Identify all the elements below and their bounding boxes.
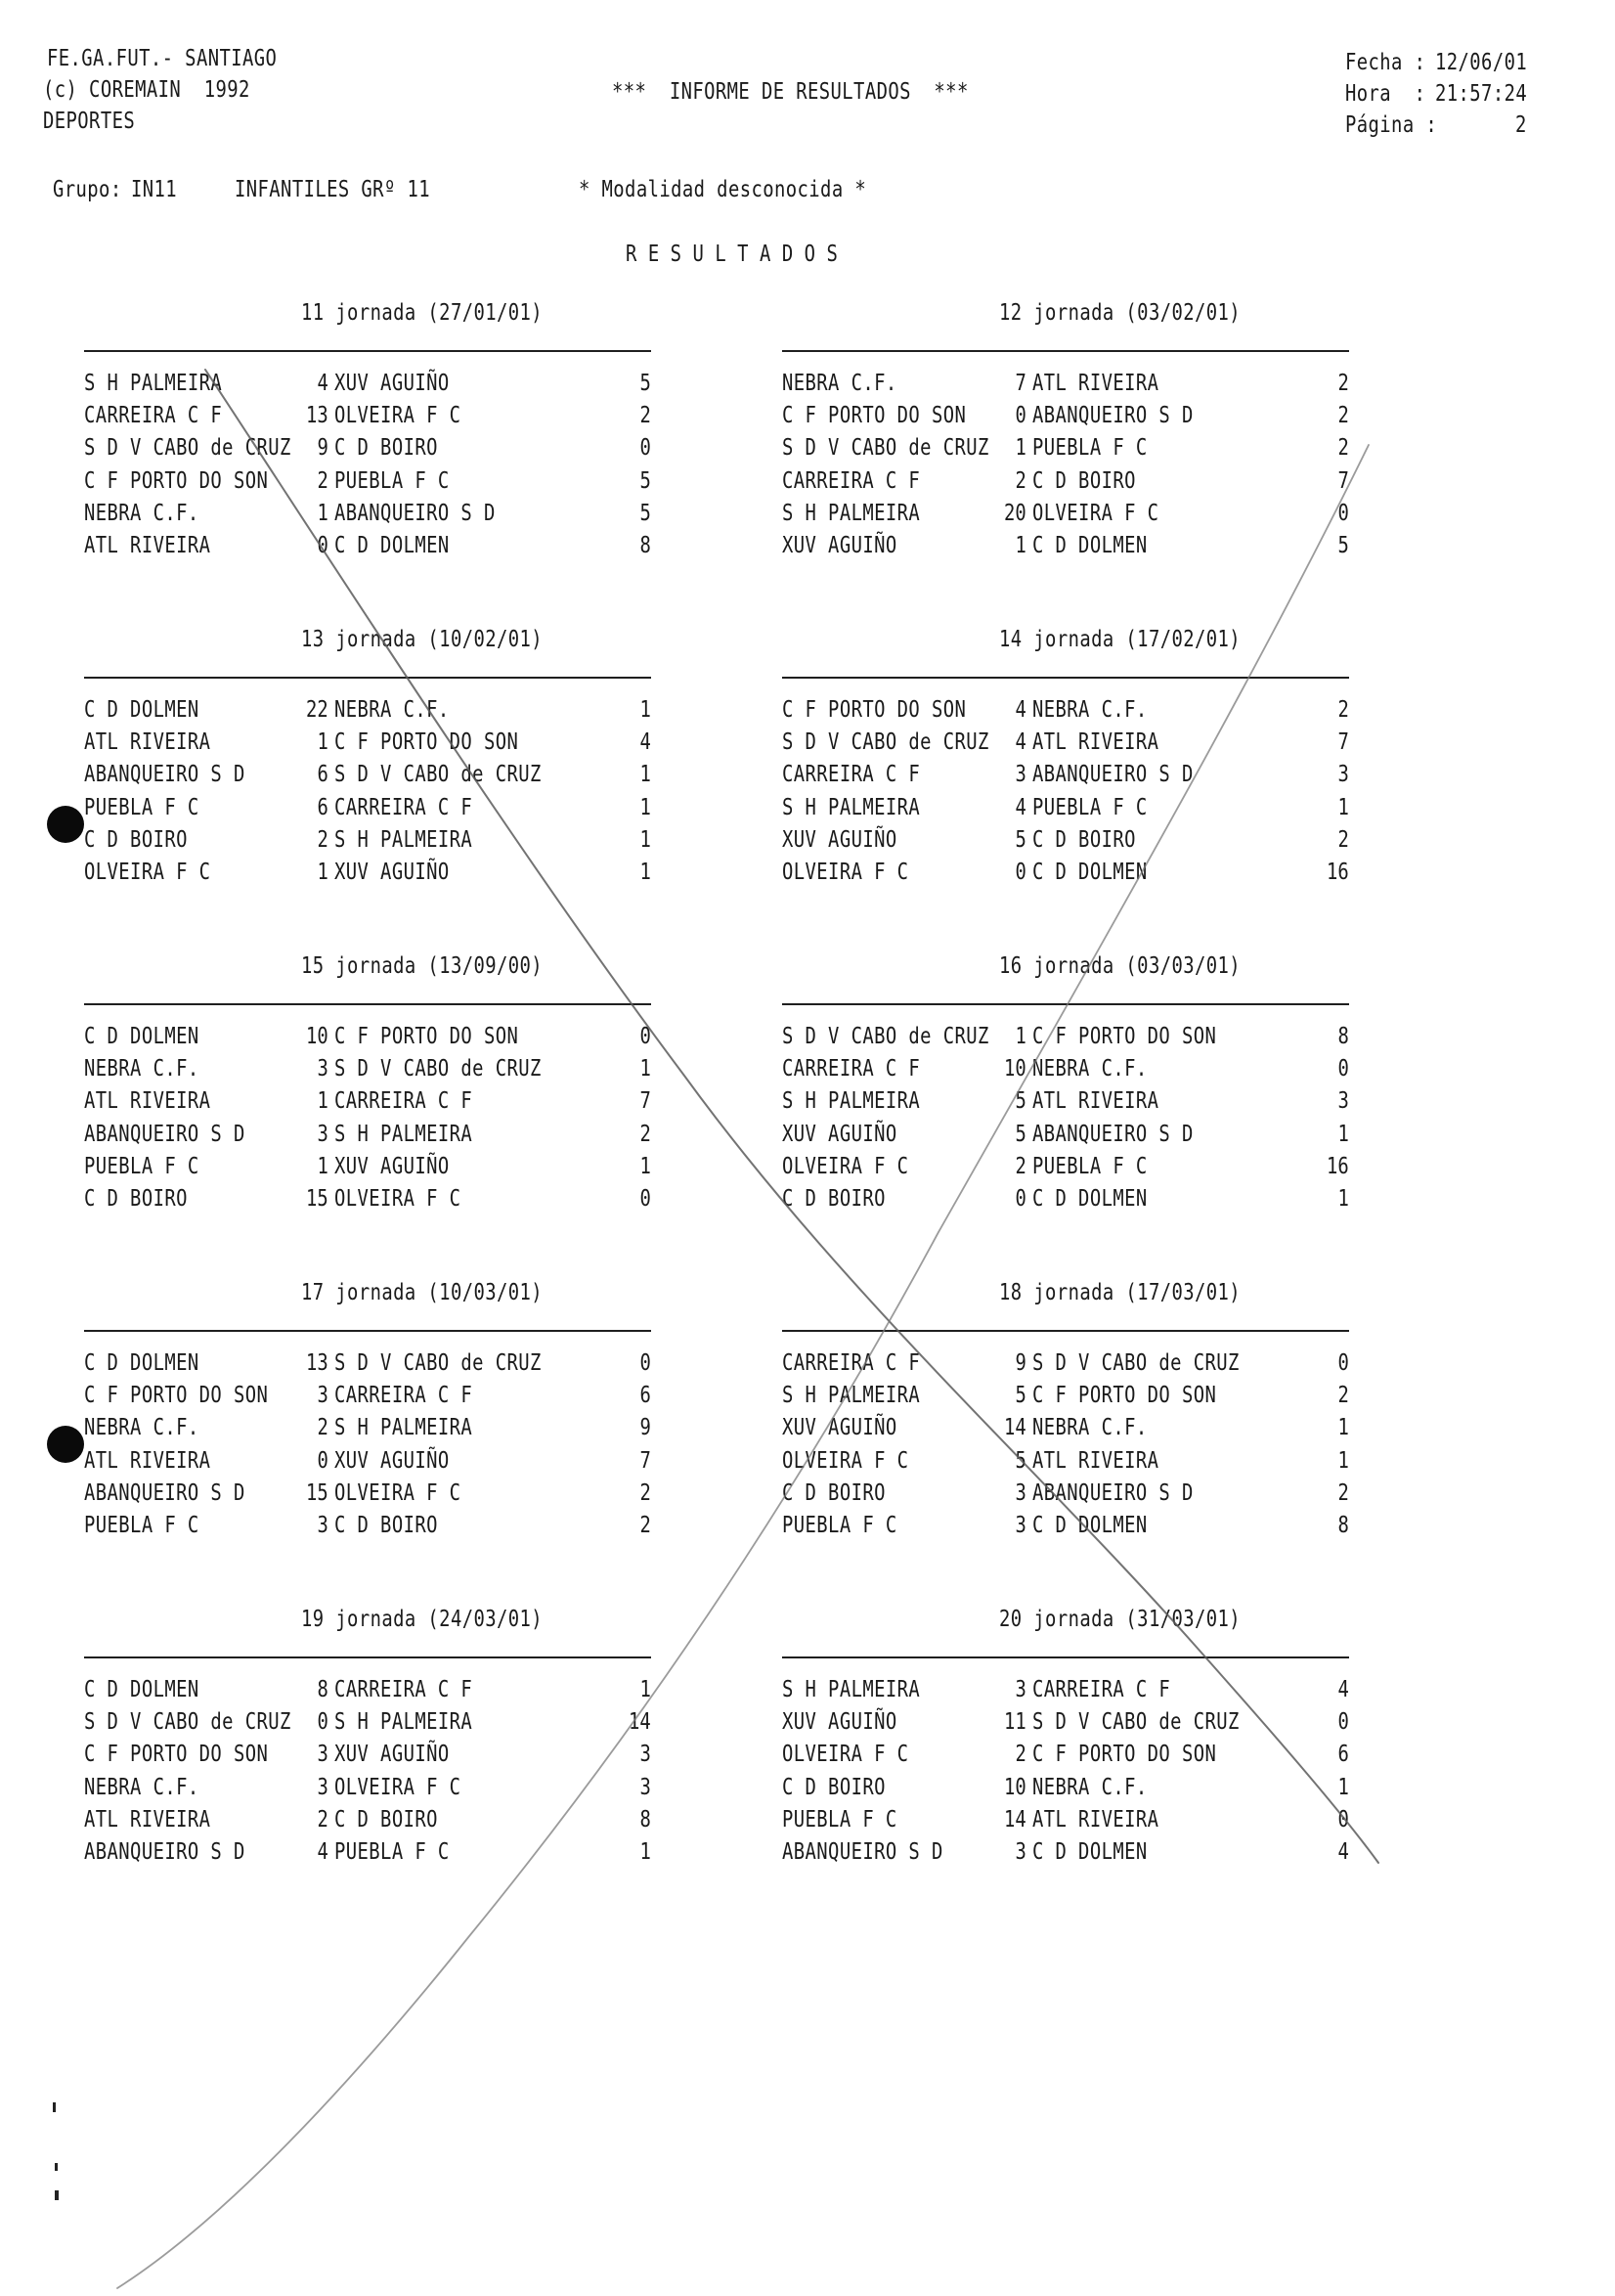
home-team: C D DOLMEN [84,1350,199,1376]
away-team: C D DOLMEN [1032,860,1148,885]
away-score: 0 [639,435,651,462]
home-team: CARREIRA C F [84,403,223,429]
home-team: OLVEIRA F C [84,860,211,885]
fecha-value: 12/06/01 [1435,50,1528,75]
home-score: 3 [317,1774,328,1800]
away-score: 14 [629,1709,651,1736]
home-team: NEBRA C.F. [84,500,199,526]
away-team: C D BOIRO [1032,467,1136,494]
away-team: S D V CABO de CRUZ [1032,1350,1240,1376]
home-team: S D V CABO de CRUZ [84,1709,291,1736]
jornada-title: 13 jornada (10/02/01) [301,627,544,652]
pagina-value: 2 [1515,112,1527,138]
home-score: 1 [317,729,328,756]
pen-stroke-diagonal [205,370,1378,1863]
away-team: ATL RIVEIRA [1032,1088,1159,1115]
away-team: XUV AGUIÑO [334,1742,450,1768]
away-team: CARREIRA C F [1032,1677,1171,1702]
home-score: 0 [1015,403,1026,429]
away-score: 2 [1337,1383,1349,1409]
away-team: ABANQUEIRO S D [1032,403,1194,429]
away-team: XUV AGUIÑO [334,1153,450,1179]
home-score: 5 [1015,1121,1026,1147]
away-team: OLVEIRA F C [334,1186,461,1212]
away-team: OLVEIRA F C [334,1774,461,1800]
home-score: 6 [317,762,328,788]
away-score: 6 [639,1383,651,1409]
away-score: 2 [1337,435,1349,462]
away-team: ATL RIVEIRA [1032,1447,1159,1474]
jornada-title: 16 jornada (03/03/01) [999,953,1242,979]
away-team: ATL RIVEIRA [1032,729,1159,756]
home-team: S D V CABO de CRUZ [84,435,291,462]
home-score: 14 [1004,1806,1026,1832]
away-score: 0 [1337,1806,1349,1832]
department-line: DEPORTES [43,109,136,134]
home-team: PUEBLA F C [84,1153,199,1179]
home-score: 3 [317,1121,328,1147]
away-team: C D BOIRO [1032,826,1136,853]
home-score: 1 [317,1153,328,1179]
away-team: S D V CABO de CRUZ [334,1350,542,1376]
home-team: ABANQUEIRO S D [84,1479,245,1506]
away-score: 3 [639,1742,651,1768]
home-score: 2 [317,1415,328,1441]
copyright-line: (c) COREMAIN 1992 [43,77,250,103]
home-team: C D DOLMEN [84,1677,199,1702]
away-score: 7 [1337,729,1349,756]
home-team: S H PALMEIRA [84,371,223,396]
away-team: C F PORTO DO SON [1032,1742,1217,1768]
away-team: NEBRA C.F. [1032,1774,1148,1800]
home-team: CARREIRA C F [782,467,921,494]
home-score: 13 [306,403,328,429]
home-score: 1 [317,1088,328,1115]
home-score: 3 [1015,1677,1026,1702]
away-score: 5 [1337,533,1349,558]
away-score: 1 [1337,794,1349,820]
org-name: FE.GA.FUT.- SANTIAGO [47,46,278,71]
home-score: 15 [306,1186,328,1212]
away-score: 8 [639,1806,651,1832]
away-team: S H PALMEIRA [334,826,473,853]
home-score: 14 [1004,1415,1026,1441]
away-score: 1 [639,1677,651,1702]
away-team: PUEBLA F C [1032,435,1148,462]
home-team: PUEBLA F C [84,1513,199,1538]
home-team: ATL RIVEIRA [84,533,211,558]
away-score: 0 [639,1350,651,1376]
modalidad-label: * Modalidad desconocida * [579,177,867,202]
away-score: 1 [1337,1186,1349,1212]
home-team: S D V CABO de CRUZ [782,729,989,756]
home-team: C F PORTO DO SON [84,1383,269,1409]
home-score: 5 [1015,1088,1026,1115]
away-score: 1 [1337,1447,1349,1474]
away-team: C F PORTO DO SON [1032,1024,1217,1049]
home-score: 3 [1015,1479,1026,1506]
away-score: 2 [1337,826,1349,853]
away-team: S H PALMEIRA [334,1709,473,1736]
jornada-title: 11 jornada (27/01/01) [301,300,544,326]
away-score: 3 [1337,1088,1349,1115]
home-team: CARREIRA C F [782,1056,921,1082]
home-team: PUEBLA F C [782,1806,897,1832]
home-team: ATL RIVEIRA [84,1088,211,1115]
home-score: 3 [1015,1839,1026,1865]
home-score: 13 [306,1350,328,1376]
away-score: 2 [639,1479,651,1506]
home-team: C D BOIRO [782,1774,886,1800]
home-score: 0 [1015,860,1026,885]
away-team: NEBRA C.F. [1032,1415,1148,1441]
pagina-label: Página : [1345,112,1438,138]
away-score: 8 [639,533,651,558]
away-score: 1 [639,826,651,853]
home-score: 2 [317,826,328,853]
home-score: 0 [317,1709,328,1736]
away-score: 0 [1337,1056,1349,1082]
home-score: 0 [317,1447,328,1474]
home-team: ATL RIVEIRA [84,729,211,756]
away-team: XUV AGUIÑO [334,860,450,885]
jornada-title: 14 jornada (17/02/01) [999,627,1242,652]
away-team: CARREIRA C F [334,1383,473,1409]
home-score: 3 [1015,762,1026,788]
away-team: C D DOLMEN [1032,1513,1148,1538]
away-team: C F PORTO DO SON [334,729,519,756]
home-score: 2 [1015,1742,1026,1768]
home-score: 0 [317,533,328,558]
away-score: 1 [1337,1415,1349,1441]
away-team: CARREIRA C F [334,1677,473,1702]
home-score: 0 [1015,1186,1026,1212]
away-team: C D DOLMEN [1032,533,1148,558]
away-team: S D V CABO de CRUZ [334,1056,542,1082]
home-score: 5 [1015,826,1026,853]
away-team: C D BOIRO [334,1806,438,1832]
away-team: C D DOLMEN [334,533,450,558]
home-team: S H PALMEIRA [782,500,921,526]
away-score: 0 [1337,500,1349,526]
away-score: 0 [1337,1709,1349,1736]
home-team: XUV AGUIÑO [782,1415,897,1441]
home-score: 4 [1015,794,1026,820]
away-team: ATL RIVEIRA [1032,1806,1159,1832]
home-team: S H PALMEIRA [782,794,921,820]
away-team: ABANQUEIRO S D [1032,1121,1194,1147]
home-team: PUEBLA F C [84,794,199,820]
away-team: XUV AGUIÑO [334,371,450,396]
home-score: 6 [317,794,328,820]
home-team: NEBRA C.F. [84,1774,199,1800]
away-score: 2 [639,1513,651,1538]
section-title: RESULTADOS [626,242,850,267]
jornada-title: 20 jornada (31/03/01) [999,1607,1242,1632]
away-team: ATL RIVEIRA [1032,371,1159,396]
home-team: S H PALMEIRA [782,1677,921,1702]
home-score: 1 [317,860,328,885]
home-team: S D V CABO de CRUZ [782,435,989,462]
home-team: XUV AGUIÑO [782,1121,897,1147]
home-team: OLVEIRA F C [782,1153,909,1179]
away-team: PUEBLA F C [334,1839,450,1865]
home-score: 3 [317,1383,328,1409]
home-score: 3 [317,1742,328,1768]
home-team: NEBRA C.F. [84,1056,199,1082]
home-team: XUV AGUIÑO [782,1709,897,1736]
jornada-title: 12 jornada (03/02/01) [999,300,1242,326]
fecha-label: Fecha : [1345,50,1426,75]
report-title: *** INFORME DE RESULTADOS *** [612,79,969,105]
home-score: 10 [1004,1056,1026,1082]
hora-label: Hora : [1345,81,1426,107]
away-score: 1 [639,697,651,723]
home-team: ABANQUEIRO S D [84,762,245,788]
away-score: 2 [1337,697,1349,723]
home-team: ABANQUEIRO S D [84,1839,245,1865]
group-label: Grupo: [53,177,122,202]
home-team: OLVEIRA F C [782,1742,909,1768]
home-team: NEBRA C.F. [84,1415,199,1441]
away-team: C D DOLMEN [1032,1839,1148,1865]
hora-value: 21:57:24 [1435,81,1528,107]
away-score: 7 [639,1088,651,1115]
away-score: 1 [1337,1774,1349,1800]
home-team: ATL RIVEIRA [84,1447,211,1474]
away-score: 5 [639,467,651,494]
away-score: 2 [1337,371,1349,396]
away-score: 2 [639,1121,651,1147]
home-score: 1 [1015,533,1026,558]
away-score: 2 [1337,403,1349,429]
home-team: XUV AGUIÑO [782,826,897,853]
away-score: 7 [1337,467,1349,494]
away-team: PUEBLA F C [1032,794,1148,820]
away-team: C F PORTO DO SON [1032,1383,1217,1409]
jornada-title: 19 jornada (24/03/01) [301,1607,544,1632]
home-score: 20 [1004,500,1026,526]
home-team: C D BOIRO [84,1186,188,1212]
home-score: 22 [306,697,328,723]
home-score: 10 [306,1024,328,1049]
home-team: C F PORTO DO SON [84,467,269,494]
away-team: OLVEIRA F C [1032,500,1159,526]
home-score: 3 [317,1513,328,1538]
home-score: 2 [317,467,328,494]
away-team: PUEBLA F C [334,467,450,494]
away-team: CARREIRA C F [334,794,473,820]
away-score: 1 [639,794,651,820]
away-team: PUEBLA F C [1032,1153,1148,1179]
home-score: 4 [317,371,328,396]
home-team: S D V CABO de CRUZ [782,1024,989,1049]
away-team: S H PALMEIRA [334,1415,473,1441]
home-score: 5 [1015,1447,1026,1474]
away-team: NEBRA C.F. [1032,1056,1148,1082]
away-score: 1 [639,1153,651,1179]
away-team: XUV AGUIÑO [334,1447,450,1474]
away-team: S D V CABO de CRUZ [334,762,542,788]
away-score: 9 [639,1415,651,1441]
home-score: 4 [317,1839,328,1865]
home-team: ABANQUEIRO S D [84,1121,245,1147]
home-team: C D BOIRO [782,1479,886,1506]
away-team: ABANQUEIRO S D [1032,1479,1194,1506]
away-score: 3 [639,1774,651,1800]
away-score: 8 [1337,1024,1349,1049]
away-score: 5 [639,371,651,396]
away-team: C D DOLMEN [1032,1186,1148,1212]
away-team: C F PORTO DO SON [334,1024,519,1049]
away-team: ABANQUEIRO S D [1032,762,1194,788]
away-score: 1 [1337,1121,1349,1147]
home-team: PUEBLA F C [782,1513,897,1538]
home-team: ATL RIVEIRA [84,1806,211,1832]
home-team: S H PALMEIRA [782,1383,921,1409]
away-team: S H PALMEIRA [334,1121,473,1147]
away-score: 5 [639,500,651,526]
away-score: 0 [1337,1350,1349,1376]
home-score: 9 [1015,1350,1026,1376]
away-score: 16 [1327,1153,1349,1179]
home-score: 1 [1015,1024,1026,1049]
away-score: 4 [1337,1839,1349,1865]
home-score: 4 [1015,729,1026,756]
away-score: 1 [639,860,651,885]
home-score: 2 [317,1806,328,1832]
home-score: 2 [1015,1153,1026,1179]
jornada-title: 17 jornada (10/03/01) [301,1280,544,1305]
home-team: CARREIRA C F [782,762,921,788]
away-score: 7 [639,1447,651,1474]
home-team: S H PALMEIRA [782,1088,921,1115]
home-score: 2 [1015,467,1026,494]
jornada-title: 18 jornada (17/03/01) [999,1280,1242,1305]
home-team: C D BOIRO [782,1186,886,1212]
home-team: OLVEIRA F C [782,1447,909,1474]
home-score: 10 [1004,1774,1026,1800]
home-team: C D DOLMEN [84,1024,199,1049]
away-score: 1 [639,1056,651,1082]
away-team: C D BOIRO [334,435,438,462]
away-score: 2 [1337,1479,1349,1506]
jornada-title: 15 jornada (13/09/00) [301,953,544,979]
away-team: ABANQUEIRO S D [334,500,496,526]
away-team: OLVEIRA F C [334,1479,461,1506]
home-score: 4 [1015,697,1026,723]
away-team: CARREIRA C F [334,1088,473,1115]
away-score: 1 [639,762,651,788]
away-team: NEBRA C.F. [334,697,450,723]
home-team: C D BOIRO [84,826,188,853]
home-team: C D DOLMEN [84,697,199,723]
away-score: 16 [1327,860,1349,885]
away-team: C D BOIRO [334,1513,438,1538]
home-score: 3 [317,1056,328,1082]
away-score: 1 [639,1839,651,1865]
away-score: 8 [1337,1513,1349,1538]
group-name: INFANTILES GRº 11 [235,177,431,202]
home-score: 1 [317,500,328,526]
home-score: 9 [317,435,328,462]
away-score: 2 [639,403,651,429]
home-team: CARREIRA C F [782,1350,921,1376]
home-score: 11 [1004,1709,1026,1736]
away-score: 0 [639,1186,651,1212]
away-score: 6 [1337,1742,1349,1768]
home-team: C F PORTO DO SON [84,1742,269,1768]
home-team: NEBRA C.F. [782,371,897,396]
home-score: 5 [1015,1383,1026,1409]
home-score: 1 [1015,435,1026,462]
home-score: 7 [1015,371,1026,396]
away-score: 4 [1337,1677,1349,1702]
away-score: 4 [639,729,651,756]
home-team: ABANQUEIRO S D [782,1839,943,1865]
home-team: C F PORTO DO SON [782,403,967,429]
away-team: NEBRA C.F. [1032,697,1148,723]
away-team: S D V CABO de CRUZ [1032,1709,1240,1736]
home-team: XUV AGUIÑO [782,533,897,558]
pen-stroke-curve [117,445,1369,2288]
away-score: 3 [1337,762,1349,788]
home-score: 8 [317,1677,328,1702]
away-score: 0 [639,1024,651,1049]
home-team: OLVEIRA F C [782,860,909,885]
group-code: IN11 [131,177,178,202]
home-score: 15 [306,1479,328,1506]
home-score: 3 [1015,1513,1026,1538]
away-team: OLVEIRA F C [334,403,461,429]
home-team: C F PORTO DO SON [782,697,967,723]
